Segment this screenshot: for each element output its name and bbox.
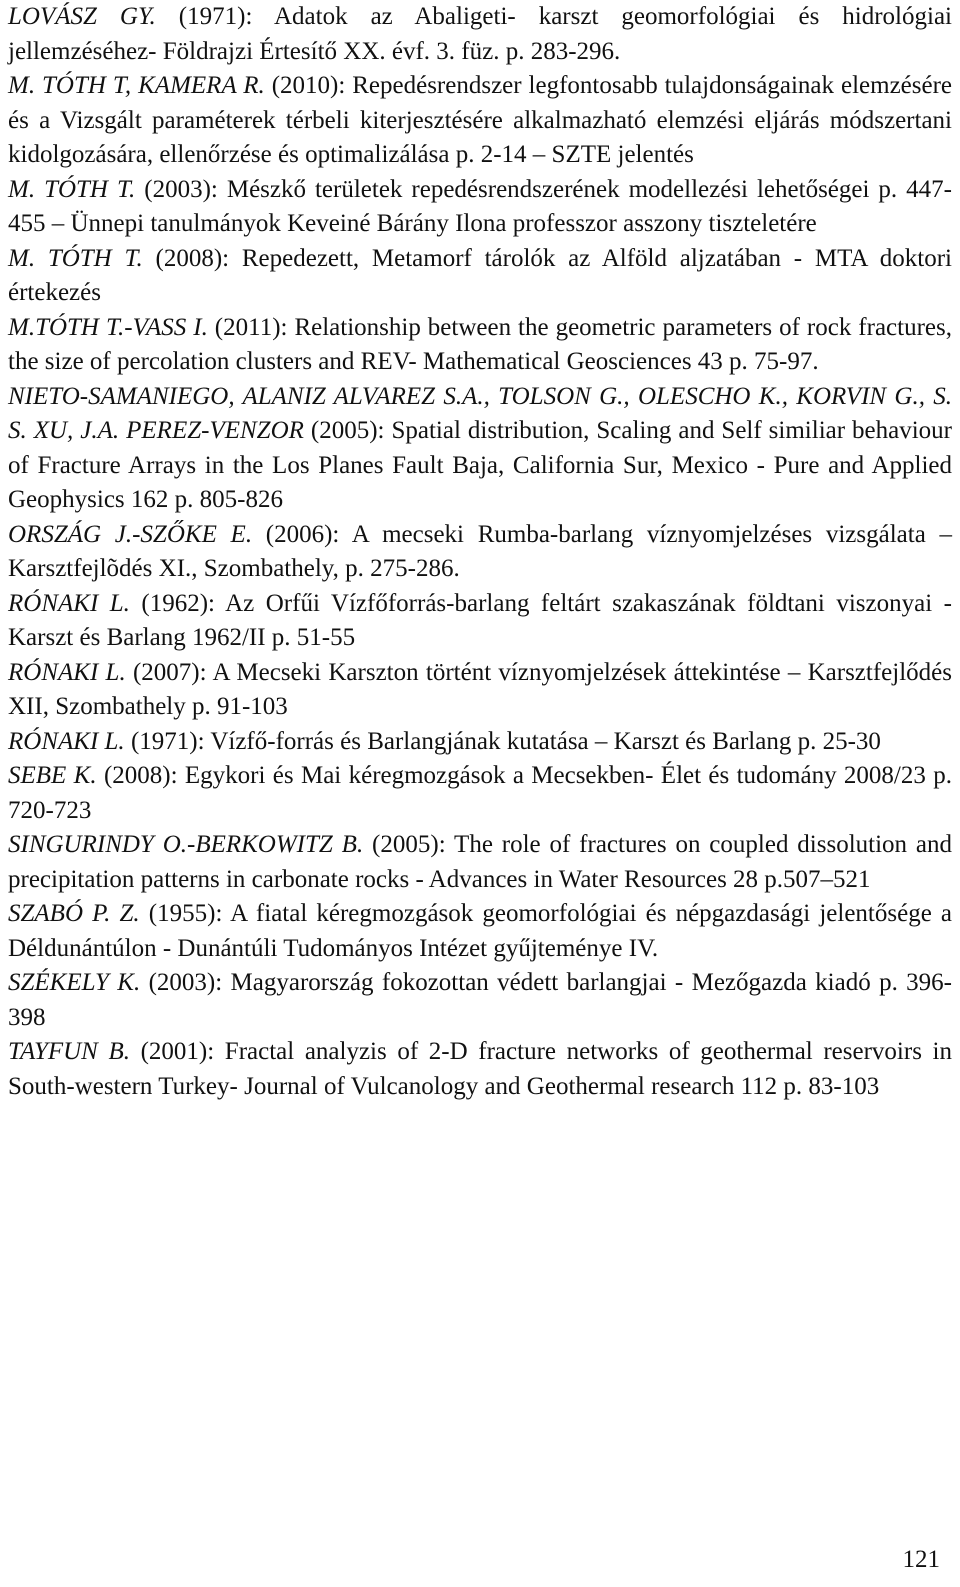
reference-entry [8, 897, 952, 966]
reference-entry [8, 311, 952, 380]
reference-entry [8, 828, 952, 897]
reference-authors: NIETO-SAMANIEGO, ALANIZ ALVAREZ S.A., TOLSON G., OLESCHO K., KORVIN G., S. S. XU, J.A. PEREZ-VENZOR [8, 382, 952, 444]
reference-text: (2008): Repedezett, Metamorf tárolók az Alföld aljzatában - MTA doktori értekezés [8, 244, 952, 306]
reference-authors: M. TÓTH T. [8, 244, 143, 272]
reference-entry [8, 173, 952, 242]
reference-text: (1955): A fiatal kéregmozgások geomorfológiai és népgazdasági jelentősége a Déldunántúlon - Dunántúli Tudományos Intézet gyűjteménye IV. [8, 900, 952, 962]
document-page [8, 0, 952, 1587]
reference-text: (1962): Az Orfűi Vízfőforrás-barlang feltárt szakaszának földtani viszonyai - Karszt és Barlang 1962/II p. 51-55 [8, 589, 952, 651]
reference-entry [8, 1035, 952, 1104]
reference-text: (2006): A mecseki Rumba-barlang víznyomjelzéses vizsgálata – Karsztfejlõdés XI., Szombathely, p. 275-286. [8, 520, 953, 582]
reference-entry [8, 656, 952, 725]
reference-authors: M. TÓTH T. [8, 175, 136, 203]
reference-text: (2005): Spatial distribution, Scaling and Self similiar behaviour of Fracture Arrays in the Los Planes Fault Baja, California Sur, Mexico - Pure and Applied Geophysics 162 p. 805-826 [8, 417, 953, 513]
reference-entry [8, 759, 952, 828]
reference-text: (1971): Vízfő-forrás és Barlangjának kutatása – Karszt és Barlang p. 25-30 [124, 727, 881, 755]
reference-entry [8, 966, 952, 1035]
reference-entry [8, 0, 952, 69]
reference-text: (2010): Repedésrendszer legfontosabb tulajdonságainak elemzésére és a Vizsgált paraméterek térbeli kiterjesztésére alkalmazható elemzési eljárás módszertani kidolgozására, ellenőrzése és optimalizálása p. 2-14 – SZTE jelentés [8, 72, 953, 168]
reference-entry [8, 69, 952, 173]
reference-authors: TAYFUN B. [8, 1038, 130, 1065]
reference-authors: RÓNAKI L. [8, 727, 125, 755]
reference-entry [8, 380, 952, 518]
reference-text: (2003): Magyarország fokozottan védett barlangjai - Mezőgazda kiadó p. 396-398 [8, 969, 952, 1031]
reference-authors: LOVÁSZ GY. [8, 3, 156, 30]
reference-text: (2003): Mészkő területek repedésrendszerének modellezési lehetőségei p. 447-455 – Ünnepi tanulmányok Keveiné Bárány Ilona professzor asszony tiszteletére [8, 175, 952, 237]
reference-text: (2007): A Mecseki Karszton történt víznyomjelzések áttekintése – Karsztfejlődés XII, Szombathely p. 91-103 [8, 658, 952, 720]
reference-text: (2008): Egykori és Mai kéregmozgások a Mecsekben- Élet és tudomány 2008/23 p. 720-723 [8, 762, 952, 824]
reference-text: (1971): Adatok az Abaligeti- karszt geomorfológiai és hidrológiai jellemzéséhez- Földrajzi Értesítő XX. évf. 3. füz. p. 283-296. [8, 3, 952, 65]
reference-entry [8, 518, 952, 587]
reference-authors: RÓNAKI L. [8, 589, 130, 617]
reference-authors: ORSZÁG J.-SZŐKE E. [8, 520, 253, 548]
reference-authors: SZABÓ P. Z. [8, 900, 140, 927]
reference-authors: SEBE K. [8, 762, 97, 789]
reference-authors: SZÉKELY K. [8, 969, 141, 996]
reference-list [8, 0, 952, 1104]
reference-entry [8, 242, 952, 311]
reference-entry [8, 587, 952, 656]
reference-text: (2005): The role of fractures on coupled dissolution and precipitation patterns in carbonate rocks - Advances in Water Resources 28 p.507–521 [8, 831, 952, 893]
reference-authors: M. TÓTH T, KAMERA R. [8, 72, 265, 99]
reference-entry [8, 725, 952, 760]
page-number: 121 [902, 1546, 940, 1573]
reference-text: (2011): Relationship between the geometric parameters of rock fractures, the size of percolation clusters and REV- Mathematical Geosciences 43 p. 75-97. [8, 313, 952, 375]
reference-authors: RÓNAKI L. [8, 658, 126, 686]
reference-authors: M.TÓTH T.-VASS I. [8, 313, 208, 341]
reference-text: (2001): Fractal analyzis of 2-D fracture networks of geothermal reservoirs in South-western Turkey- Journal of Vulcanology and Geothermal research 112 p. 83-103 [8, 1038, 952, 1100]
reference-authors: SINGURINDY O.-BERKOWITZ B. [8, 831, 364, 858]
